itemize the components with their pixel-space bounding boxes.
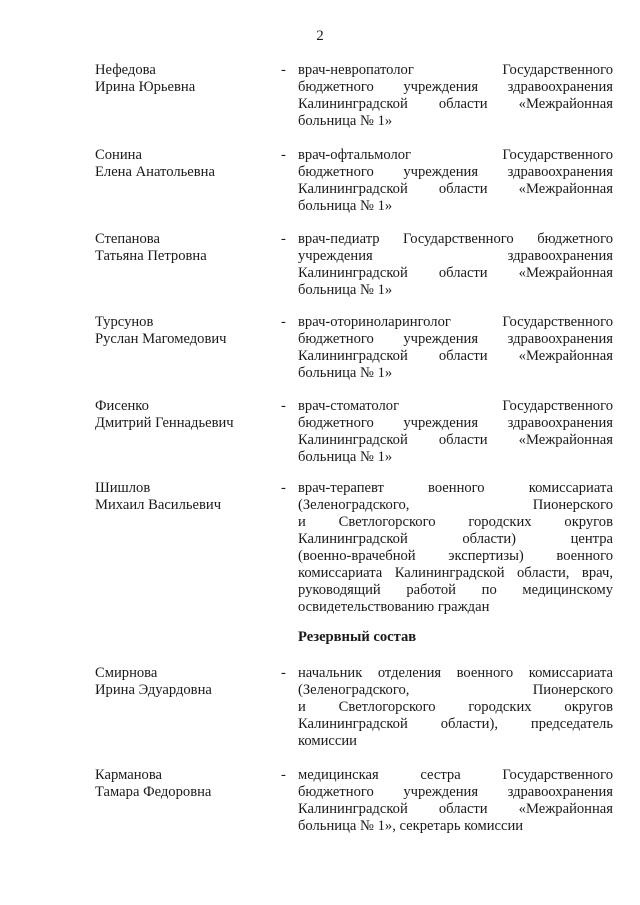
position-line: больница № 1» [298, 282, 393, 298]
member-given-name: Ирина Эдуардовна [95, 682, 212, 698]
separator-dash: - [281, 480, 286, 496]
position-line: бюджетного учреждения здравоохранения [298, 79, 613, 95]
position-line: врач-оториноларинголог Государственного [298, 314, 613, 330]
position-line: и Светлогорского городских округов [298, 699, 613, 715]
member-name [95, 62, 280, 96]
position-line: больница № 1» [298, 365, 393, 381]
position-line: врач-педиатр Государственного бюджетного [298, 231, 613, 247]
position-line: врач-офтальмолог Государственного [298, 147, 613, 163]
separator-dash: - [281, 147, 286, 163]
member-name [95, 398, 280, 432]
position-line: врач-терапевт военного комиссариата [298, 480, 613, 496]
member-given-name: Елена Анатольевна [95, 164, 215, 180]
position-line: бюджетного учреждения здравоохранения [298, 784, 613, 800]
member-surname: Шишлов [95, 480, 151, 496]
member-given-name: Михаил Васильевич [95, 497, 222, 513]
position-line: врач-невропатолог Государственного [298, 62, 613, 78]
position-line: больница № 1» [298, 198, 393, 214]
position-line: учреждения здравоохранения [298, 248, 613, 264]
position-line: бюджетного учреждения здравоохранения [298, 164, 613, 180]
position-line: и Светлогорского городских округов [298, 514, 613, 530]
position-line: Калининградской области «Межрайонная [298, 432, 613, 448]
position-line: руководящий работой по медицинскому [298, 582, 613, 598]
member-surname: Степанова [95, 231, 160, 247]
member-name [95, 231, 280, 265]
member-position [298, 147, 613, 215]
position-line: Калининградской области), председатель [298, 716, 613, 732]
member-given-name: Ирина Юрьевна [95, 79, 196, 95]
member-name [95, 665, 280, 699]
member-name [95, 147, 280, 181]
position-line: (военно-врачебной экспертизы) военного [298, 548, 613, 564]
separator-dash: - [281, 314, 286, 330]
member-position [298, 62, 613, 130]
separator-dash: - [281, 398, 286, 414]
separator-dash: - [281, 665, 286, 681]
position-line: Калининградской области «Межрайонная [298, 96, 613, 112]
member-position [298, 480, 613, 616]
member-position [298, 398, 613, 466]
position-line: комиссариата Калининградской области, врач, [298, 565, 613, 581]
member-given-name: Татьяна Петровна [95, 248, 207, 264]
separator-dash: - [281, 62, 286, 78]
position-line: больница № 1», секретарь комиссии [298, 818, 524, 834]
position-line: больница № 1» [298, 449, 393, 465]
position-line: бюджетного учреждения здравоохранения [298, 415, 613, 431]
member-surname: Фисенко [95, 398, 149, 414]
member-name [95, 314, 280, 348]
position-line: Калининградской области «Межрайонная [298, 348, 613, 364]
member-given-name: Тамара Федоровна [95, 784, 212, 800]
position-line: врач-стоматолог Государственного [298, 398, 613, 414]
position-line: Калининградской области) центра [298, 531, 613, 547]
member-surname: Смирнова [95, 665, 158, 681]
position-line: больница № 1» [298, 113, 393, 129]
member-name [95, 767, 280, 801]
reserve-section-title: Резервный состав [298, 629, 417, 645]
separator-dash: - [281, 767, 286, 783]
member-position [298, 314, 613, 382]
position-line: Калининградской области «Межрайонная [298, 181, 613, 197]
position-line: медицинская сестра Государственного [298, 767, 613, 783]
position-line: комиссии [298, 733, 357, 749]
page-number: 2 [316, 28, 324, 44]
member-surname: Сонина [95, 147, 142, 163]
member-position [298, 767, 613, 835]
position-line: (Зеленоградского, Пионерского [298, 497, 613, 513]
separator-dash: - [281, 231, 286, 247]
position-line: бюджетного учреждения здравоохранения [298, 331, 613, 347]
position-line: (Зеленоградского, Пионерского [298, 682, 613, 698]
member-given-name: Дмитрий Геннадьевич [95, 415, 234, 431]
position-line: Калининградской области «Межрайонная [298, 265, 613, 281]
member-surname: Карманова [95, 767, 162, 783]
member-surname: Турсунов [95, 314, 154, 330]
member-given-name: Руслан Магомедович [95, 331, 227, 347]
member-position [298, 231, 613, 299]
position-line: освидетельствованию граждан [298, 599, 490, 615]
position-line: Калининградской области «Межрайонная [298, 801, 613, 817]
member-name [95, 480, 280, 514]
member-position [298, 665, 613, 750]
member-surname: Нефедова [95, 62, 156, 78]
position-line: начальник отделения военного комиссариата [298, 665, 613, 681]
